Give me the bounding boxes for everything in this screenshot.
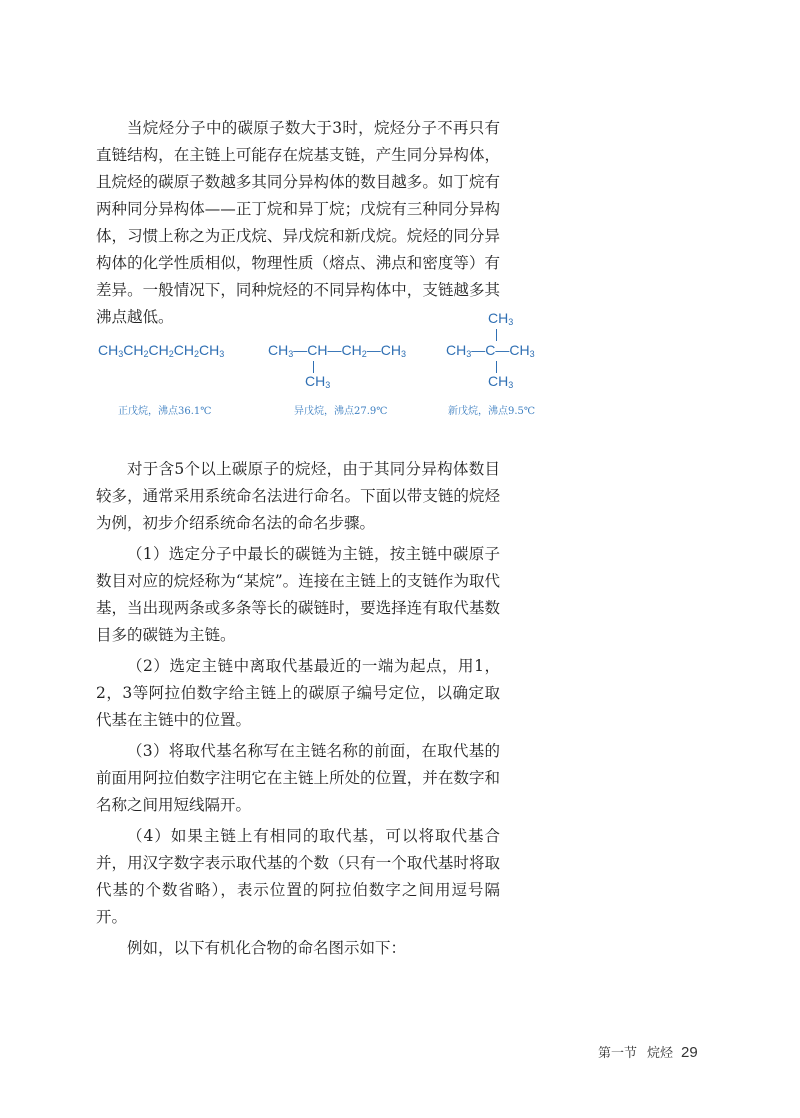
neopentane-top-bond	[496, 329, 497, 341]
neopentane-caption: 新戊烷，沸点9.5℃	[448, 406, 536, 417]
isopentane-branch-methyl: $CH_3$	[305, 373, 331, 390]
page-number: 29	[681, 1044, 698, 1061]
neopentane-bottom-methyl: $CH_3$	[488, 373, 514, 390]
isopentane-caption: 异戊烷，沸点27.9℃	[294, 406, 388, 417]
paragraph-example-intro: 例如，以下有机化合物的命名图示如下：	[127, 939, 407, 957]
neopentane-bottom-bond	[496, 361, 497, 373]
paragraph-systematic-naming: 对于含5个以上碳原子的烷烃，由于其同分异构体数目较多，通常采用系统命名法进行命名。下面以带支链的烷烃为例，初步介绍系统命名法的命名步骤。	[96, 460, 500, 532]
paragraph-rule-4: （4）如果主链上有相同的取代基，可以将取代基合并，用汉字数字表示取代基的个数（只有一个取代基时将取代基的个数省略），表示位置的阿拉伯数字之间用逗号隔开。	[96, 827, 500, 926]
page-footer	[598, 1042, 698, 1061]
paragraph-rule-3: （3）将取代基名称写在主链名称的前面，在取代基的前面用阿拉伯数字注明它在主链上所处的位置，并在数字和名称之间用短线隔开。	[96, 742, 500, 814]
n-pentane-caption: 正戊烷，沸点36.1℃	[118, 406, 212, 417]
footer-section: 第一节	[598, 1046, 638, 1061]
neopentane-top-methyl: $CH_3$	[488, 310, 514, 327]
isopentane-formula: $CH_3—CH—CH_2—CH_3$	[268, 342, 406, 359]
n-pentane-formula: $CH_3CH_2CH_2CH_2CH_3$	[98, 342, 225, 359]
intro-text-block	[96, 115, 500, 331]
paragraph-rule-1: （1）选定分子中最长的碳链为主链，按主链中碳原子数目对应的烷烃称为“某烷”。连接在主链上的支链作为取代基，当出现两条或多条等长的碳链时，要选择连有取代基数目多的碳链为主链。	[96, 545, 500, 644]
isopentane-branch-bond	[313, 361, 314, 373]
paragraph-isomers: 当烷烃分子中的碳原子数大于3时，烷烃分子不再只有直链结构，在主链上可能存在烷基支链，产生同分异构体，且烷烃的碳原子数越多其同分异构体的数目越多。如丁烷有两种同分异构体——正丁烷和异丁烷；戊烷有三种同分异构体，习惯上称之为正戊烷、异戊烷和新戊烷。烷烃的同分异构体的化学性质相似，物理性质（熔点、沸点和密度等）有差异。一般情况下，同种烷烃的不同异构体中，支链越多其沸点越低。	[96, 119, 500, 326]
pentane-isomer-structures	[96, 305, 556, 420]
footer-chapter-title: 烷烃	[647, 1046, 674, 1061]
paragraph-rule-2: （2）选定主链中离取代基最近的一端为起点，用1，2，3等阿拉伯数字给主链上的碳原子编号定位，以确定取代基在主链中的位置。	[96, 657, 500, 729]
naming-rules-text-block	[96, 456, 500, 966]
neopentane-formula: $CH_3—C—CH_3$	[446, 342, 535, 359]
